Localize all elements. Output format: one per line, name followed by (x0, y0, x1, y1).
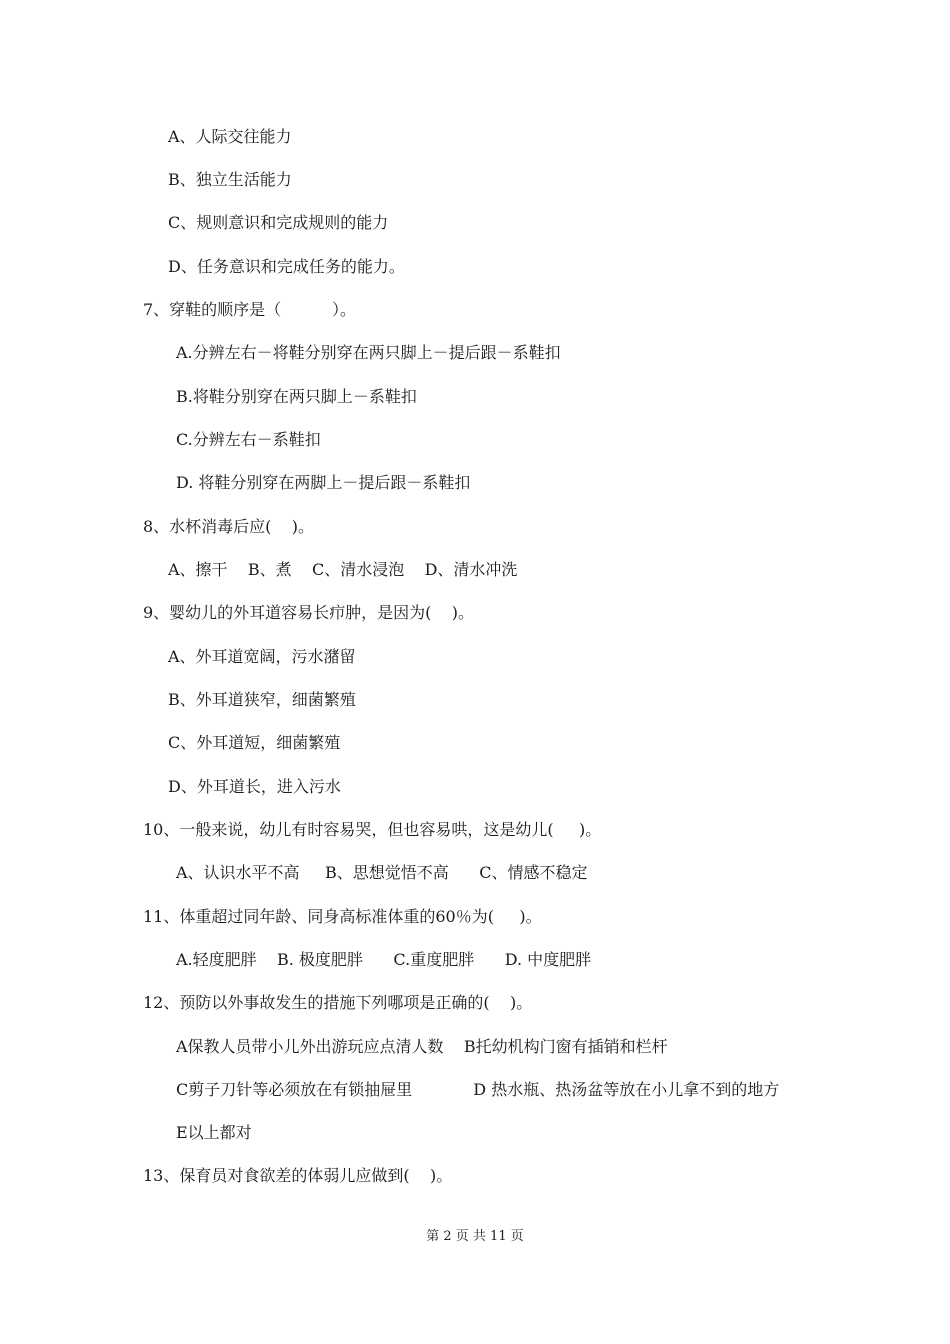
q9-option-d: D、外耳道长，进入污水 (168, 777, 341, 796)
page-footer: 第 2 页 共 11 页 (426, 1229, 524, 1244)
q6-option-c: C、规则意识和完成规则的能力 (168, 213, 389, 232)
question-12: 12、预防以外事故发生的措施下列哪项是正确的( )。 (143, 993, 533, 1012)
q6-option-b: B、独立生活能力 (168, 170, 292, 189)
question-7: 7、穿鞋的顺序是（ ）。 (143, 300, 357, 319)
q8-options: A、擦干 B、煮 C、清水浸泡 D、清水冲洗 (168, 560, 518, 579)
question-10: 10、一般来说，幼儿有时容易哭，但也容易哄，这是幼儿( )。 (143, 820, 602, 839)
question-13: 13、保育员对食欲差的体弱儿应做到( )。 (143, 1166, 453, 1185)
q9-option-c: C、外耳道短，细菌繁殖 (168, 733, 341, 752)
q10-options: A、认识水平不高 B、思想觉悟不高 C、情感不稳定 (176, 863, 588, 882)
q9-option-b: B、外耳道狭窄，细菌繁殖 (168, 690, 356, 709)
q9-option-a: A、外耳道宽阔，污水潴留 (168, 647, 356, 666)
q6-option-d: D、任务意识和完成任务的能力。 (168, 257, 405, 276)
question-11: 11、体重超过同年龄、同身高标准体重的60％为( )。 (143, 907, 542, 926)
q6-option-a: A、人际交往能力 (168, 127, 292, 146)
q12-options-ab: A保教人员带小儿外出游玩应点清人数 B托幼机构门窗有插销和栏杆 (176, 1037, 668, 1056)
question-9: 9、婴幼儿的外耳道容易长疖肿，是因为( )。 (143, 603, 475, 622)
q11-options: A.轻度肥胖 B. 极度肥胖 C.重度肥胖 D. 中度肥胖 (176, 950, 592, 969)
q7-option-b: B.将鞋分别穿在两只脚上－系鞋扣 (176, 387, 417, 406)
q12-options-cd: C剪子刀针等必须放在有锁抽屉里 D 热水瓶、热汤盆等放在小儿拿不到的地方 (176, 1080, 780, 1099)
q12-option-e: E以上都对 (176, 1123, 252, 1142)
q7-option-c: C.分辨左右－系鞋扣 (176, 430, 321, 449)
q7-option-d: D. 将鞋分别穿在两脚上－提后跟－系鞋扣 (176, 473, 471, 492)
q7-option-a: A.分辨左右－将鞋分别穿在两只脚上－提后跟－系鞋扣 (176, 343, 561, 362)
question-8: 8、水杯消毒后应( )。 (143, 517, 315, 536)
